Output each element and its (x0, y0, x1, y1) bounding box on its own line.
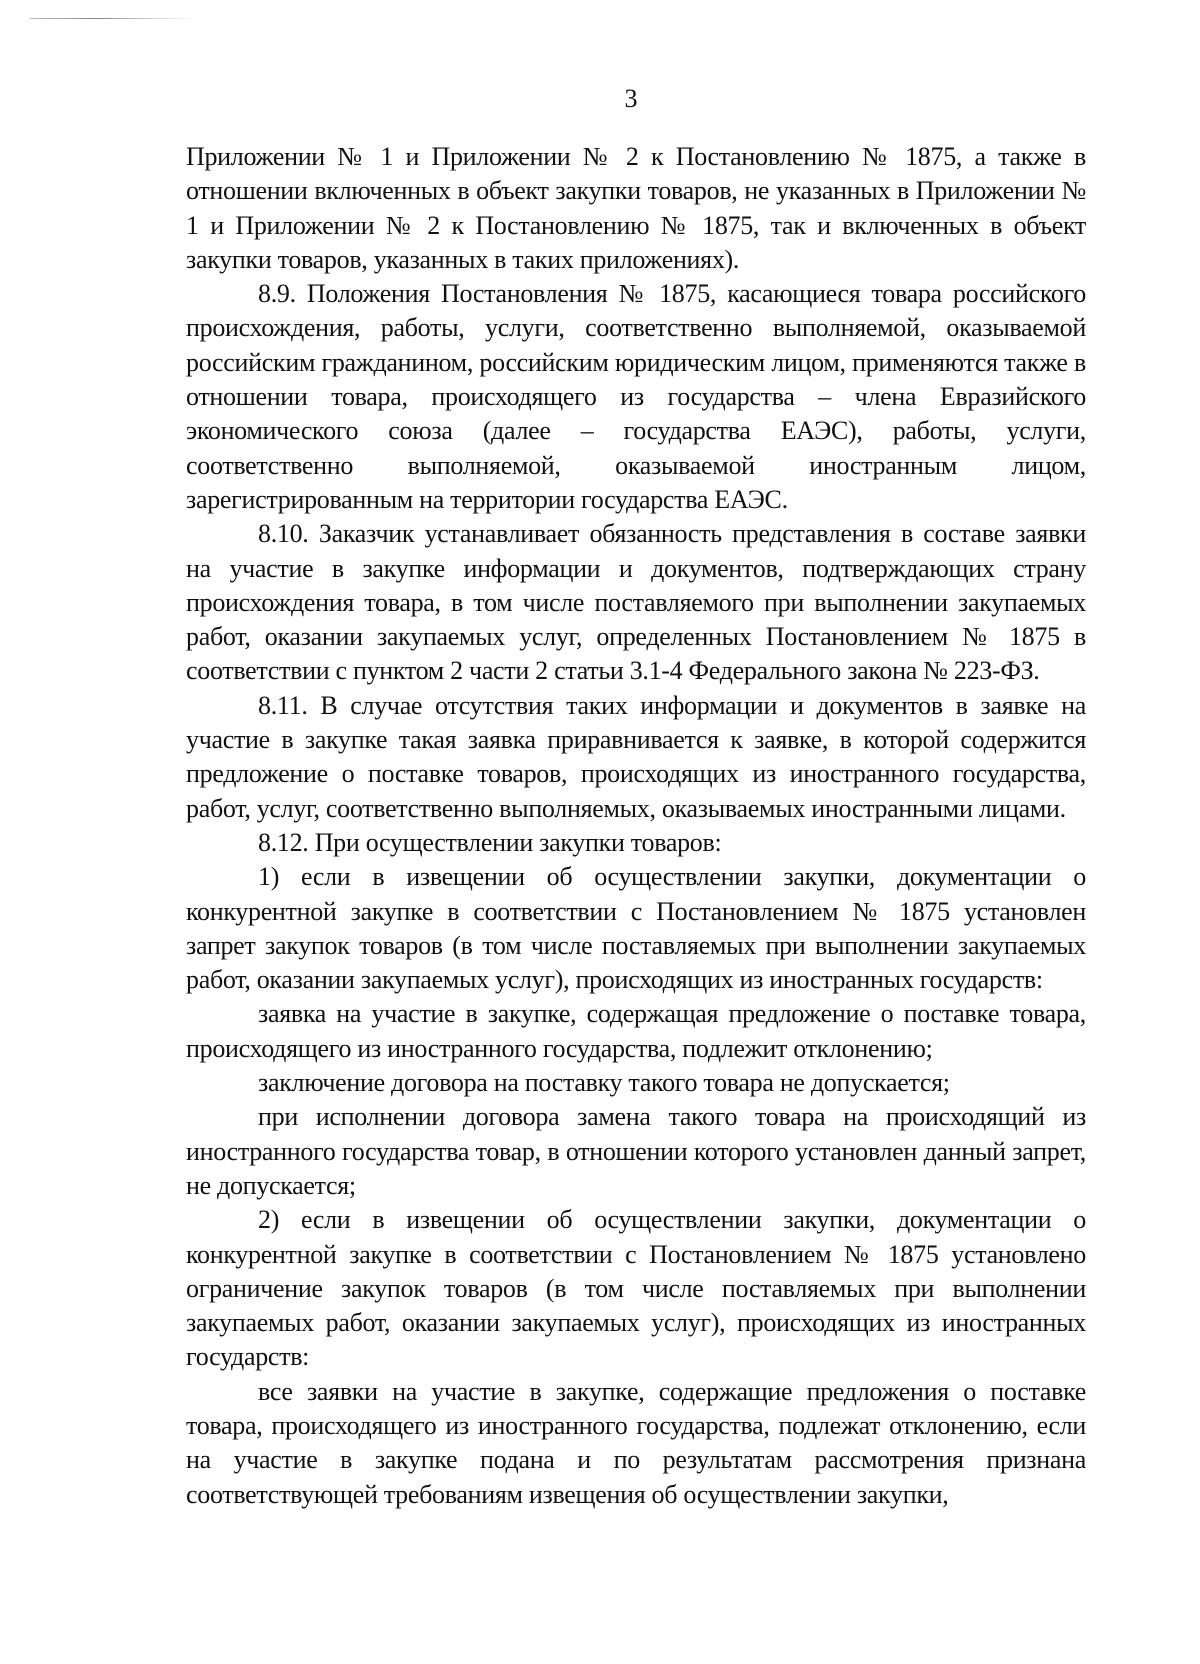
page-number: 3 (624, 84, 638, 113)
paragraph-8-12-item-2: 2) если в извещении об осуществлении закупки, документации о конкурентной закупке в соответствии с Постановлением № 1875 установлено ограничение закупок товаров (в том числе поставляемых при выполнении закупаемых работ, оказании закупаемых услуг), происходящих из иностранных государств: (186, 1205, 1086, 1372)
scan-artifact-line (30, 18, 200, 19)
paragraph-replacement-ban: при исполнении договора замена такого товара на происходящий из иностранного государства товар, в отношении которого установлен данный запрет, не допускается; (186, 1102, 1086, 1200)
paragraph-all-applications: все заявки на участие в закупке, содержащие предложения о поставке товара, происходящего из иностранного государства, подлежат отклонению, если на участие в закупке подана и по результатам рассмотрения признана соответствующей требованиям извещения об осуществлении закупки, (186, 1376, 1086, 1509)
paragraph-8-10: 8.10. Заказчик устанавливает обязанность представления в составе заявки на участие в закупке информации и документов, подтверждающих страну происхождения товара, в том числе поставляемого при выполнении закупаемых работ, оказании закупаемых услуг, определенных Постановлением № 1875 в соответствии с пунктом 2 части 2 статьи 3.1-4 Федерального закона № 223-ФЗ. (186, 519, 1086, 686)
paragraph-8-9: 8.9. Положения Постановления № 1875, касающиеся товара российского происхождения, работы, услуги, соответственно выполняемой, оказываемой российским гражданином, российским юридическим лицом, применяются также в отношении товара, происходящего из государства – члена Евразийского экономического союза (далее – государства ЕАЭС), работы, услуги, соответственно выполняемой, оказываемой иностранным лицом, зарегистрированным на территории государства ЕАЭС. (186, 279, 1086, 514)
paragraph-8-12-item-1: 1) если в извещении об осуществлении закупки, документации о конкурентной закупке в соответствии с Постановлением № 1875 установлен запрет закупок товаров (в том числе поставляемых при выполнении закупаемых работ, оказании закупаемых услуг), происходящих из иностранных государств: (186, 862, 1086, 995)
paragraph-8-11: 8.11. В случае отсутствия таких информации и документов в заявке на участие в закупке такая заявка приравнивается к заявке, в которой содержится предложение о поставке товаров, происходящих из иностранного государства, работ, услуг, соответственно выполняемых, оказываемых иностранными лицами. (186, 690, 1086, 823)
paragraph-8-12: 8.12. При осуществлении закупки товаров: (258, 827, 722, 857)
paragraph-rejection: заявка на участие в закупке, содержащая предложение о поставке товара, происходящего из иностранного государства, подлежит отклонению; (186, 999, 1086, 1063)
paragraph-continuation: Приложении № 1 и Приложении № 2 к Постановлению № 1875, а также в отношении включенных в объект закупки товаров, не указанных в Приложении № 1 и Приложении № 2 к Постановлению № 1875, так и включенных в объект закупки товаров, указанных в таких приложениях). (186, 142, 1086, 274)
paragraph-contract-ban: заключение договора на поставку такого товара не допускается; (258, 1068, 950, 1098)
document-body (186, 140, 1086, 1512)
